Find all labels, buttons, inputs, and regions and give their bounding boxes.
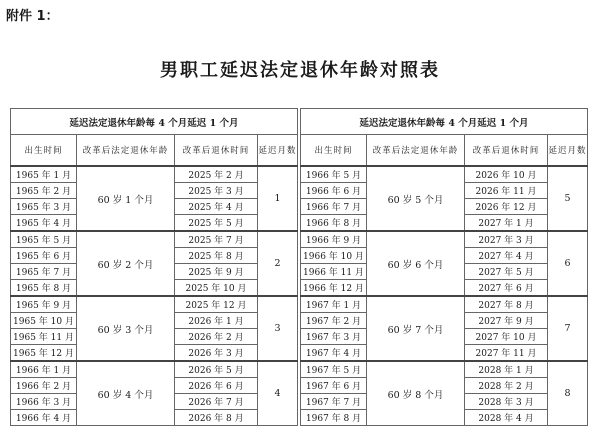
header-birth-date: 出生时间 bbox=[301, 135, 367, 167]
delay-months-cell: 6 bbox=[548, 231, 588, 296]
table-row bbox=[301, 361, 588, 378]
header-legal-age: 改革后法定退休年龄 bbox=[367, 135, 465, 167]
header-delay-months: 延迟月数 bbox=[258, 135, 298, 167]
birth-date-cell: 1965 年 7 月 bbox=[11, 264, 77, 280]
table-caption: 延迟法定退休年龄每 4 个月延迟 1 个月 bbox=[301, 109, 588, 135]
birth-date-cell: 1965 年 10 月 bbox=[11, 313, 77, 329]
birth-date-cell: 1967 年 4 月 bbox=[301, 345, 367, 362]
legal-age-cell: 60 岁 5 个月 bbox=[367, 166, 465, 231]
birth-date-cell: 1965 年 8 月 bbox=[11, 280, 77, 297]
table-body bbox=[301, 166, 588, 426]
retire-time-cell: 2027 年 1 月 bbox=[465, 215, 548, 232]
retire-time-cell: 2027 年 6 月 bbox=[465, 280, 548, 297]
birth-date-cell: 1965 年 5 月 bbox=[11, 231, 77, 248]
table-row bbox=[301, 231, 588, 248]
retire-time-cell: 2026 年 11 月 bbox=[465, 183, 548, 199]
birth-date-cell: 1967 年 2 月 bbox=[301, 313, 367, 329]
birth-date-cell: 1965 年 11 月 bbox=[11, 329, 77, 345]
birth-date-cell: 1966 年 12 月 bbox=[301, 280, 367, 297]
retire-time-cell: 2026 年 8 月 bbox=[175, 410, 258, 426]
retire-time-cell: 2026 年 2 月 bbox=[175, 329, 258, 345]
retire-time-cell: 2027 年 4 月 bbox=[465, 248, 548, 264]
birth-date-cell: 1966 年 9 月 bbox=[301, 231, 367, 248]
birth-date-cell: 1966 年 11 月 bbox=[301, 264, 367, 280]
retire-time-cell: 2027 年 10 月 bbox=[465, 329, 548, 345]
retire-time-cell: 2027 年 9 月 bbox=[465, 313, 548, 329]
birth-date-cell: 1967 年 5 月 bbox=[301, 361, 367, 378]
birth-date-cell: 1966 年 3 月 bbox=[11, 394, 77, 410]
retire-time-cell: 2027 年 3 月 bbox=[465, 231, 548, 248]
retire-time-cell: 2028 年 2 月 bbox=[465, 378, 548, 394]
birth-date-cell: 1966 年 2 月 bbox=[11, 378, 77, 394]
legal-age-cell: 60 岁 4 个月 bbox=[77, 361, 175, 426]
retire-time-cell: 2025 年 3 月 bbox=[175, 183, 258, 199]
header-retire-time: 改革后退休时间 bbox=[465, 135, 548, 167]
retire-time-cell: 2026 年 6 月 bbox=[175, 378, 258, 394]
retirement-table-right bbox=[300, 108, 588, 426]
birth-date-cell: 1965 年 3 月 bbox=[11, 199, 77, 215]
birth-date-cell: 1965 年 9 月 bbox=[11, 296, 77, 313]
birth-date-cell: 1966 年 6 月 bbox=[301, 183, 367, 199]
delay-months-cell: 5 bbox=[548, 166, 588, 231]
retire-time-cell: 2025 年 10 月 bbox=[175, 280, 258, 297]
delay-months-cell: 2 bbox=[258, 231, 298, 296]
birth-date-cell: 1966 年 5 月 bbox=[301, 166, 367, 183]
birth-date-cell: 1966 年 8 月 bbox=[301, 215, 367, 232]
header-birth-date: 出生时间 bbox=[11, 135, 77, 167]
legal-age-cell: 60 岁 8 个月 bbox=[367, 361, 465, 426]
table-row bbox=[301, 166, 588, 183]
attachment-label: 附件 1： bbox=[6, 9, 59, 24]
legal-age-cell: 60 岁 3 个月 bbox=[77, 296, 175, 361]
delay-months-cell: 3 bbox=[258, 296, 298, 361]
retire-time-cell: 2026 年 10 月 bbox=[465, 166, 548, 183]
retire-time-cell: 2025 年 5 月 bbox=[175, 215, 258, 232]
retire-time-cell: 2026 年 3 月 bbox=[175, 345, 258, 362]
birth-date-cell: 1967 年 1 月 bbox=[301, 296, 367, 313]
retire-time-cell: 2025 年 7 月 bbox=[175, 231, 258, 248]
retire-time-cell: 2026 年 12 月 bbox=[465, 199, 548, 215]
retire-time-cell: 2025 年 8 月 bbox=[175, 248, 258, 264]
legal-age-cell: 60 岁 2 个月 bbox=[77, 231, 175, 296]
retire-time-cell: 2027 年 8 月 bbox=[465, 296, 548, 313]
legal-age-cell: 60 岁 6 个月 bbox=[367, 231, 465, 296]
legal-age-cell: 60 岁 1 个月 bbox=[77, 166, 175, 231]
retire-time-cell: 2025 年 4 月 bbox=[175, 199, 258, 215]
birth-date-cell: 1967 年 8 月 bbox=[301, 410, 367, 426]
header-retire-time: 改革后退休时间 bbox=[175, 135, 258, 167]
header-delay-months: 延迟月数 bbox=[548, 135, 588, 167]
birth-date-cell: 1967 年 3 月 bbox=[301, 329, 367, 345]
table-caption: 延迟法定退休年龄每 4 个月延迟 1 个月 bbox=[11, 109, 298, 135]
retire-time-cell: 2027 年 11 月 bbox=[465, 345, 548, 362]
birth-date-cell: 1966 年 4 月 bbox=[11, 410, 77, 426]
birth-date-cell: 1967 年 7 月 bbox=[301, 394, 367, 410]
table-row bbox=[301, 296, 588, 313]
birth-date-cell: 1966 年 10 月 bbox=[301, 248, 367, 264]
birth-date-cell: 1965 年 12 月 bbox=[11, 345, 77, 362]
retire-time-cell: 2025 年 2 月 bbox=[175, 166, 258, 183]
birth-date-cell: 1966 年 1 月 bbox=[11, 361, 77, 378]
table-row bbox=[11, 296, 298, 313]
retire-time-cell: 2025 年 12 月 bbox=[175, 296, 258, 313]
retire-time-cell: 2028 年 1 月 bbox=[465, 361, 548, 378]
delay-months-cell: 1 bbox=[258, 166, 298, 231]
retire-time-cell: 2026 年 5 月 bbox=[175, 361, 258, 378]
delay-months-cell: 8 bbox=[548, 361, 588, 426]
retire-time-cell: 2028 年 4 月 bbox=[465, 410, 548, 426]
birth-date-cell: 1965 年 1 月 bbox=[11, 166, 77, 183]
retire-time-cell: 2028 年 3 月 bbox=[465, 394, 548, 410]
header-legal-age: 改革后法定退休年龄 bbox=[77, 135, 175, 167]
table-row bbox=[11, 231, 298, 248]
retire-time-cell: 2026 年 7 月 bbox=[175, 394, 258, 410]
table-row bbox=[11, 361, 298, 378]
birth-date-cell: 1965 年 2 月 bbox=[11, 183, 77, 199]
birth-date-cell: 1966 年 7 月 bbox=[301, 199, 367, 215]
birth-date-cell: 1965 年 6 月 bbox=[11, 248, 77, 264]
delay-months-cell: 7 bbox=[548, 296, 588, 361]
retire-time-cell: 2025 年 9 月 bbox=[175, 264, 258, 280]
retire-time-cell: 2026 年 1 月 bbox=[175, 313, 258, 329]
document-title: 男职工延迟法定退休年龄对照表 bbox=[160, 60, 440, 81]
birth-date-cell: 1965 年 4 月 bbox=[11, 215, 77, 232]
delay-months-cell: 4 bbox=[258, 361, 298, 426]
legal-age-cell: 60 岁 7 个月 bbox=[367, 296, 465, 361]
retirement-table-left bbox=[10, 108, 298, 426]
table-row bbox=[11, 166, 298, 183]
retire-time-cell: 2027 年 5 月 bbox=[465, 264, 548, 280]
birth-date-cell: 1967 年 6 月 bbox=[301, 378, 367, 394]
table-body bbox=[11, 166, 298, 426]
